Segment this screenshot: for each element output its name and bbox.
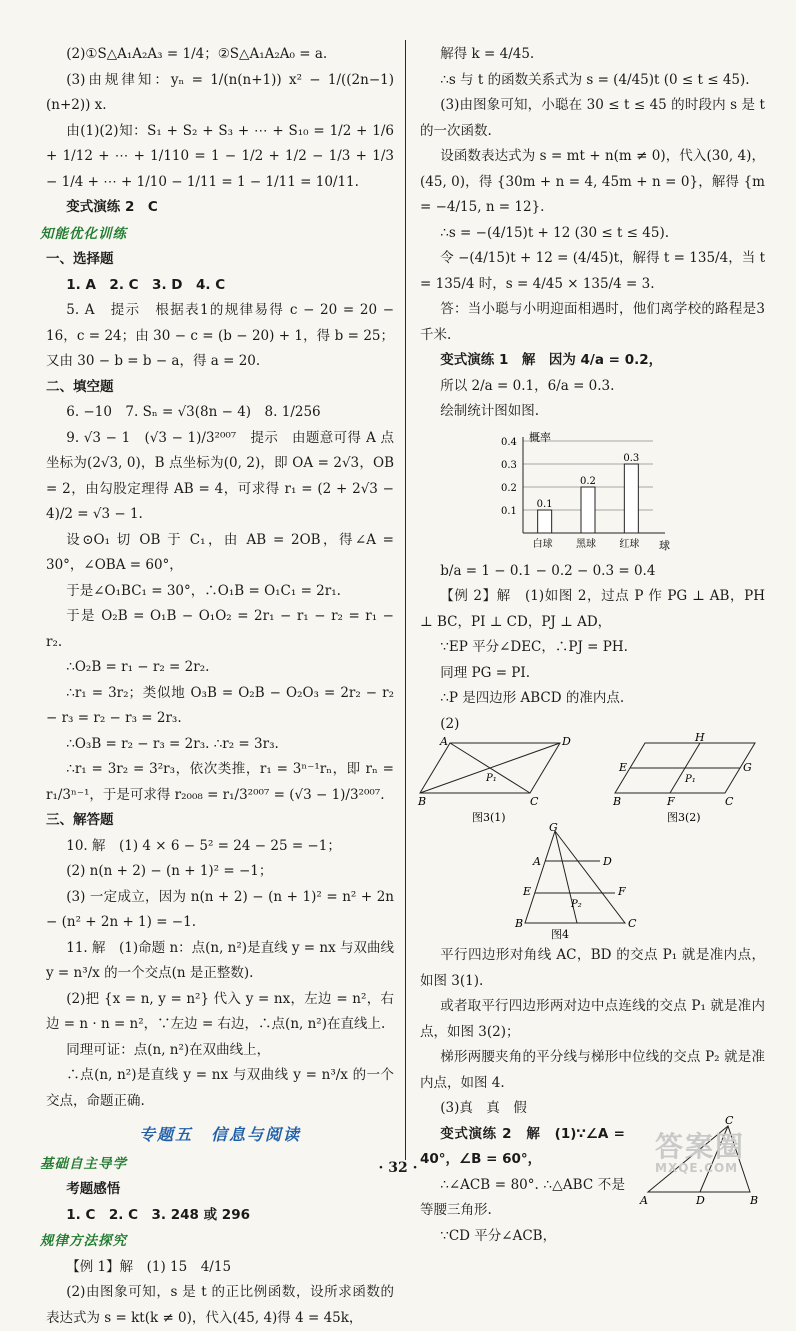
text-line: ∴∠ACB = 80°. ∴△ABC 不是等腰三角形.	[420, 1176, 625, 1218]
fig-label: P₁	[685, 774, 696, 785]
text-line: 同理可证：点(n, n²)在双曲线上，	[66, 1041, 271, 1058]
fig-label: A	[533, 855, 541, 868]
figure-3-2	[613, 731, 765, 824]
watermark-text: 答案圈	[655, 1130, 746, 1163]
text-line: (2)把 {x = n, y = n²} 代入 y = nx，左边 = n²，右边 = n · n = n²，∵左边 = 右边，∴点(n, n²)在直线上.	[46, 990, 394, 1032]
fig-label: D	[562, 735, 571, 748]
topic-title: 专题五 信息与阅读	[138, 1125, 301, 1144]
text-line: 于是∠O₁BC₁ = 30°，∴O₁B = O₁C₁ = 2r₁.	[66, 582, 341, 599]
chart-xlabel: 球	[659, 538, 670, 552]
text-line: 令 −(4/15)t + 12 = (4/45)t，解得 t = 135/4，当 t = 135/4 时，s = 4/45 × 135/4 = 3.	[420, 250, 765, 292]
text-line: ∴s = −(4/15)t + 12 (30 ≤ t ≤ 45).	[440, 224, 670, 241]
figure-3-1	[420, 737, 570, 823]
chart-ytick-label: 0.2	[501, 482, 517, 494]
chart-category-label: 黑球	[576, 538, 596, 550]
fig-label: C	[725, 795, 734, 808]
chart-data-label: 0.1	[536, 498, 553, 510]
text-line: 6. −10 7. Sₙ = √3(8n − 4) 8. 1/256	[66, 404, 321, 420]
fig-label: A	[440, 735, 448, 748]
text-line: ∵CD 平分∠ACB，	[440, 1227, 557, 1244]
fig-label: E	[619, 761, 628, 774]
chart-ylabel: 概率	[529, 430, 551, 444]
text-line: b/a = 1 − 0.1 − 0.2 − 0.3 = 0.4	[440, 562, 656, 579]
page-number: · 32 ·	[378, 1160, 418, 1176]
figure-row	[418, 731, 765, 824]
text-line: (2)	[440, 715, 460, 732]
text-line: ∴P 是四边形 ABCD 的准内点.	[440, 690, 625, 706]
text-line: 9. √3 − 1 (√3 − 1)/3²⁰⁰⁷ 提示 由题意可得 A 点坐标为(2√3, 0)，B 点坐标为(0, 2)，即 OA = 2√3，OB = 2，由勾股定理得 AB = 4，可求得 r₁ = (2 + 2√3 − 4)/2 = √3 − 1.	[46, 429, 394, 522]
text-line: ∴s 与 t 的函数关系式为 s = (4/45)t (0 ≤ t ≤ 45).	[440, 71, 750, 88]
fig-label: B	[613, 795, 622, 808]
fig-label: P₁	[486, 773, 497, 784]
text-line: 解得 k = 4/45.	[440, 46, 535, 62]
left-column	[40, 42, 394, 1331]
text-line: ∴O₂B = r₁ − r₂ = 2r₂.	[66, 659, 210, 675]
text-line: 梯形两腰夹角的平分线与梯形中位线的交点 P₂ 就是准内点，如图 4.	[420, 1049, 765, 1091]
text-line: 变式演练 2 解 (1)∵∠A = 40°，∠B = 60°，	[420, 1125, 625, 1167]
text-line: 或者取平行四边形两对边中点连线的交点 P₁ 就是准内点，如图 3(2)；	[420, 998, 765, 1040]
text-line: (2)由图象可知，s 是 t 的正比例函数，设所求函数的表达式为 s = kt(k ≠ 0)，代入(45, 4)得 4 = 45k，	[46, 1284, 394, 1326]
fig-label: B	[750, 1193, 759, 1207]
text-line: (2) n(n + 2) − (n + 1)² = −1；	[66, 863, 273, 879]
text-line: 1. A 2. C 3. D 4. C	[66, 276, 226, 293]
fig-label: A	[640, 1193, 648, 1207]
section-heading: 基础自主导学	[40, 1155, 127, 1172]
text-line: ∵EP 平分∠DEC，∴PJ = PH.	[440, 639, 628, 655]
right-column	[420, 42, 765, 1249]
fig-label: B	[515, 917, 524, 930]
fig-label: H	[695, 731, 705, 744]
sub-heading: 一、选择题	[46, 251, 114, 267]
text-line: ∴r₁ = 3r₂ = 3²r₃，依次类推，r₁ = 3ⁿ⁻¹rₙ，即 rₙ = r₁/3ⁿ⁻¹，于是可求得 r₂₀₀₈ = r₁/3²⁰⁰⁷ = (√3 − 1)/3²⁰⁰⁷.	[46, 761, 394, 803]
text-line: 10. 解 (1) 4 × 6 − 5² = 24 − 25 = −1；	[66, 837, 341, 854]
text-line: (2)①S△A₁A₂A₃ = 1/4；②S△A₁A₂A₀ = a.	[66, 46, 328, 62]
fig-label: P₂	[571, 899, 582, 910]
figure-4	[515, 821, 655, 941]
sub-heading: 考题感悟	[66, 1181, 121, 1197]
column-divider	[405, 40, 406, 1160]
text-line: (3)真 真 假	[440, 1100, 527, 1116]
text-line: 所以 2/a = 0.1，6/a = 0.3.	[440, 377, 615, 394]
text-line: 设函数表达式为 s = mt + n(m ≠ 0)，代入(30, 4)，(45, 0)，得 {30m + n = 4, 45m + n = 0}，解得 {m = −4/15, n = 12}.	[420, 148, 765, 215]
fig-label: E	[523, 885, 532, 898]
text-line: 11. 解 (1)命题 n：点(n, n²)是直线 y = nx 与双曲线 y = n³/x 的一个交点(n 是正整数).	[46, 939, 394, 981]
text-line: 1. C 2. C 3. 248 或 296	[66, 1206, 250, 1223]
chart-category-label: 白球	[532, 538, 553, 550]
text-line: 绘制统计图如图.	[440, 403, 540, 419]
watermark-logo	[655, 1125, 780, 1185]
fig-label: C	[530, 795, 539, 808]
text-line: 变式演练 1 解 因为 4/a = 0.2，	[440, 352, 663, 368]
watermark-url: MXQE.COM	[655, 1161, 739, 1175]
text-line: 【例 1】解 (1) 15 4/15	[66, 1258, 232, 1275]
chart-bar	[538, 510, 552, 533]
fig-caption: 图4	[551, 928, 569, 941]
fig-label: C	[725, 1113, 734, 1127]
text-line: 【例 2】解 (1)如图 2，过点 P 作 PG ⊥ AB，PH ⊥ BC，PI ⊥ CD，PJ ⊥ AD，	[420, 588, 765, 630]
text-line: (3)由规律知：yₙ = 1/(n(n+1)) x² − 1/((2n−1)(n+2)) x.	[46, 71, 394, 113]
text-line: 变式演练 2 C	[66, 199, 158, 215]
text-line: ∴点(n, n²)是直线 y = nx 与双曲线 y = n³/x 的一个交点，命题正确.	[46, 1067, 394, 1109]
fig-label: B	[418, 795, 427, 808]
text-line: ∴r₁ = 3r₂；类似地 O₃B = O₂B − O₂O₃ = 2r₂ − r₂ − r₃ = r₂ − r₃ = 2r₃.	[46, 684, 394, 726]
text-line: 同理 PG = PI.	[440, 664, 531, 681]
fig-label: C	[628, 917, 637, 930]
fig-caption: 图3(1)	[472, 811, 506, 824]
text-line: 由(1)(2)知：S₁ + S₂ + S₃ + ⋯ + S₁₀ = 1/2 + 1/6 + 1/12 + ⋯ + 1/110 = 1 − 1/2 + 1/2 − 1/3 + 1/3 − 1/4 + ⋯ + 1/10 − 1/11 = 1 − 1/11 = 10/11.	[46, 122, 394, 190]
chart-data-label: 0.2	[580, 475, 596, 487]
chart-bar	[581, 487, 595, 533]
section-heading: 规律方法探究	[40, 1233, 127, 1249]
chart-category-label: 红球	[619, 538, 640, 550]
fig-caption: 图3(2)	[667, 811, 701, 824]
fig-label: F	[618, 885, 626, 898]
text-line: 设⊙O₁ 切 OB 于 C₁，由 AB = 2OB，得∠A = 30°，∠OBA = 60°，	[46, 531, 394, 573]
fig-label: G	[549, 821, 558, 834]
chart-bar	[624, 464, 638, 533]
chart-data-label: 0.3	[623, 452, 640, 464]
fig-label: G	[743, 761, 752, 774]
text-line: (3)由图象可知，小聪在 30 ≤ t ≤ 45 的时段内 s 是 t 的一次函数.	[420, 97, 765, 139]
sub-heading: 二、填空题	[46, 378, 114, 395]
fig-label: D	[696, 1193, 705, 1207]
sub-heading: 三、解答题	[46, 812, 114, 828]
text-line: 平行四边形对角线 AC，BD 的交点 P₁ 就是准内点，如图 3(1).	[420, 947, 765, 989]
fig-label: D	[603, 855, 612, 868]
text-line: ∴O₃B = r₂ − r₃ = 2r₃. ∴r₂ = 3r₃.	[66, 735, 279, 752]
fig-label: F	[667, 795, 675, 808]
text-line: (3) 一定成立，因为 n(n + 2) − (n + 1)² = n² + 2n − (n² + 2n + 1) = −1.	[46, 888, 394, 930]
chart-ytick-label: 0.3	[501, 459, 517, 471]
text-line: 5. A 提示 根据表1的规律易得 c − 20 = 20 − 16，c = 24；由 30 − c = (b − 20) + 1，得 b = 25；又由 30 − b = b − a，得 a = 20.	[46, 302, 394, 369]
chart-ytick-label: 0.4	[501, 436, 517, 448]
text-line: 答：当小聪与小明迎面相遇时，他们离学校的路程是3千米.	[420, 301, 765, 343]
chart-ytick-label: 0.1	[501, 505, 517, 517]
text-line: 于是 O₂B = O₁B − O₁O₂ = 2r₁ − r₁ − r₂ = r₁ − r₂.	[46, 608, 394, 650]
section-heading: 知能优化训练	[40, 225, 127, 242]
probability-bar-chart	[475, 429, 675, 555]
